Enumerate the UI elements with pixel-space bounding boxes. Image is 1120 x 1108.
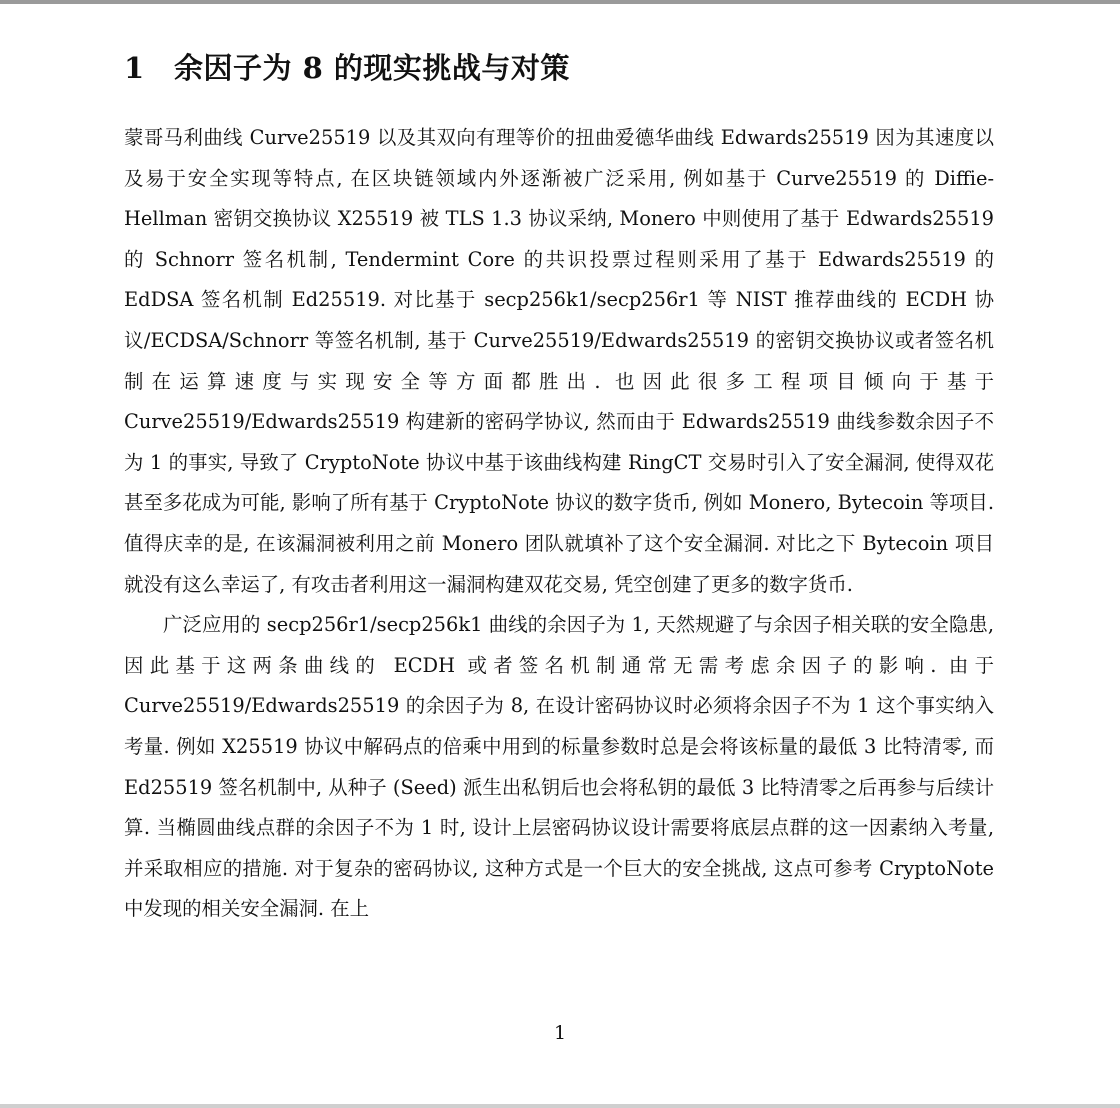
- page-number: 1: [553, 1022, 567, 1044]
- body-paragraph-2: 广泛应用的 secp256r1/secp256k1 曲线的余因子为 1, 天然规避了与余因子相关联的安全隐患, 因此基于这两条曲线的 ECDH 或者签名机制通常无需考虑余因子的影响. 由于 Curve25519/Edwards25519 的余因子为 8, 在设计密码协议时必须将余因子不为 1 这个事实纳入考量. 例如 X25519 协议中解码点的倍乘中用到的标量参数时总是会将该标量的最低 3 比特清零, 而 Ed25519 签名机制中, 从种子 (Seed) 派生出私钥后也会将私钥的最低 3 比特清零之后再参与后续计算. 当椭圆曲线点群的余因子不为 1 时, 设计上层密码协议设计需要将底层点群的这一因素纳入考量, 并采取相应的措施. 对于复杂的密码协议, 这种方式是一个巨大的安全挑战, 这点可参考 CryptoNote 中发现的相关安全漏洞. 在上: [124, 613, 994, 921]
- section-title-text: 余因子为 8 的现实挑战与对策: [174, 51, 570, 85]
- body-paragraph-1: 蒙哥马利曲线 Curve25519 以及其双向有理等价的扭曲爱德华曲线 Edwards25519 因为其速度以及易于安全实现等特点, 在区块链领域内外逐渐被广泛采用, 例如基于 Curve25519 的 Diffie-Hellman 密钥交换协议 X25519 被 TLS 1.3 协议采纳, Monero 中则使用了基于 Edwards25519 的 Schnorr 签名机制, Tendermint Core 的共识投票过程则采用了基于 Edwards25519 的 EdDSA 签名机制 Ed25519. 对比基于 secp256k1/secp256r1 等 NIST 推荐曲线的 ECDH 协议/ECDSA/Schnorr 等签名机制, 基于 Curve25519/Edwards25519 的密钥交换协议或者签名机制在运算速度与实现安全等方面都胜出. 也因此很多工程项目倾向于基于 Curve25519/Edwards25519 构建新的密码学协议, 然而由于 Edwards25519 曲线参数余因子不为 1 的事实, 导致了 CryptoNote 协议中基于该曲线构建 RingCT 交易时引入了安全漏洞, 使得双花甚至多花成为可能, 影响了所有基于 CryptoNote 协议的数字货币, 例如 Monero, Bytecoin 等项目. 值得庆幸的是, 在该漏洞被利用之前 Monero 团队就填补了这个安全漏洞. 对比之下 Bytecoin 项目就没有这么幸运了, 有攻击者利用这一漏洞构建双花交易, 凭空创建了更多的数字货币.: [124, 126, 994, 596]
- section-number: 1: [124, 51, 145, 85]
- top-border: [0, 0, 1120, 4]
- bottom-border: [0, 1104, 1120, 1108]
- document-page: [124, 40, 994, 930]
- section-heading: [124, 50, 994, 86]
